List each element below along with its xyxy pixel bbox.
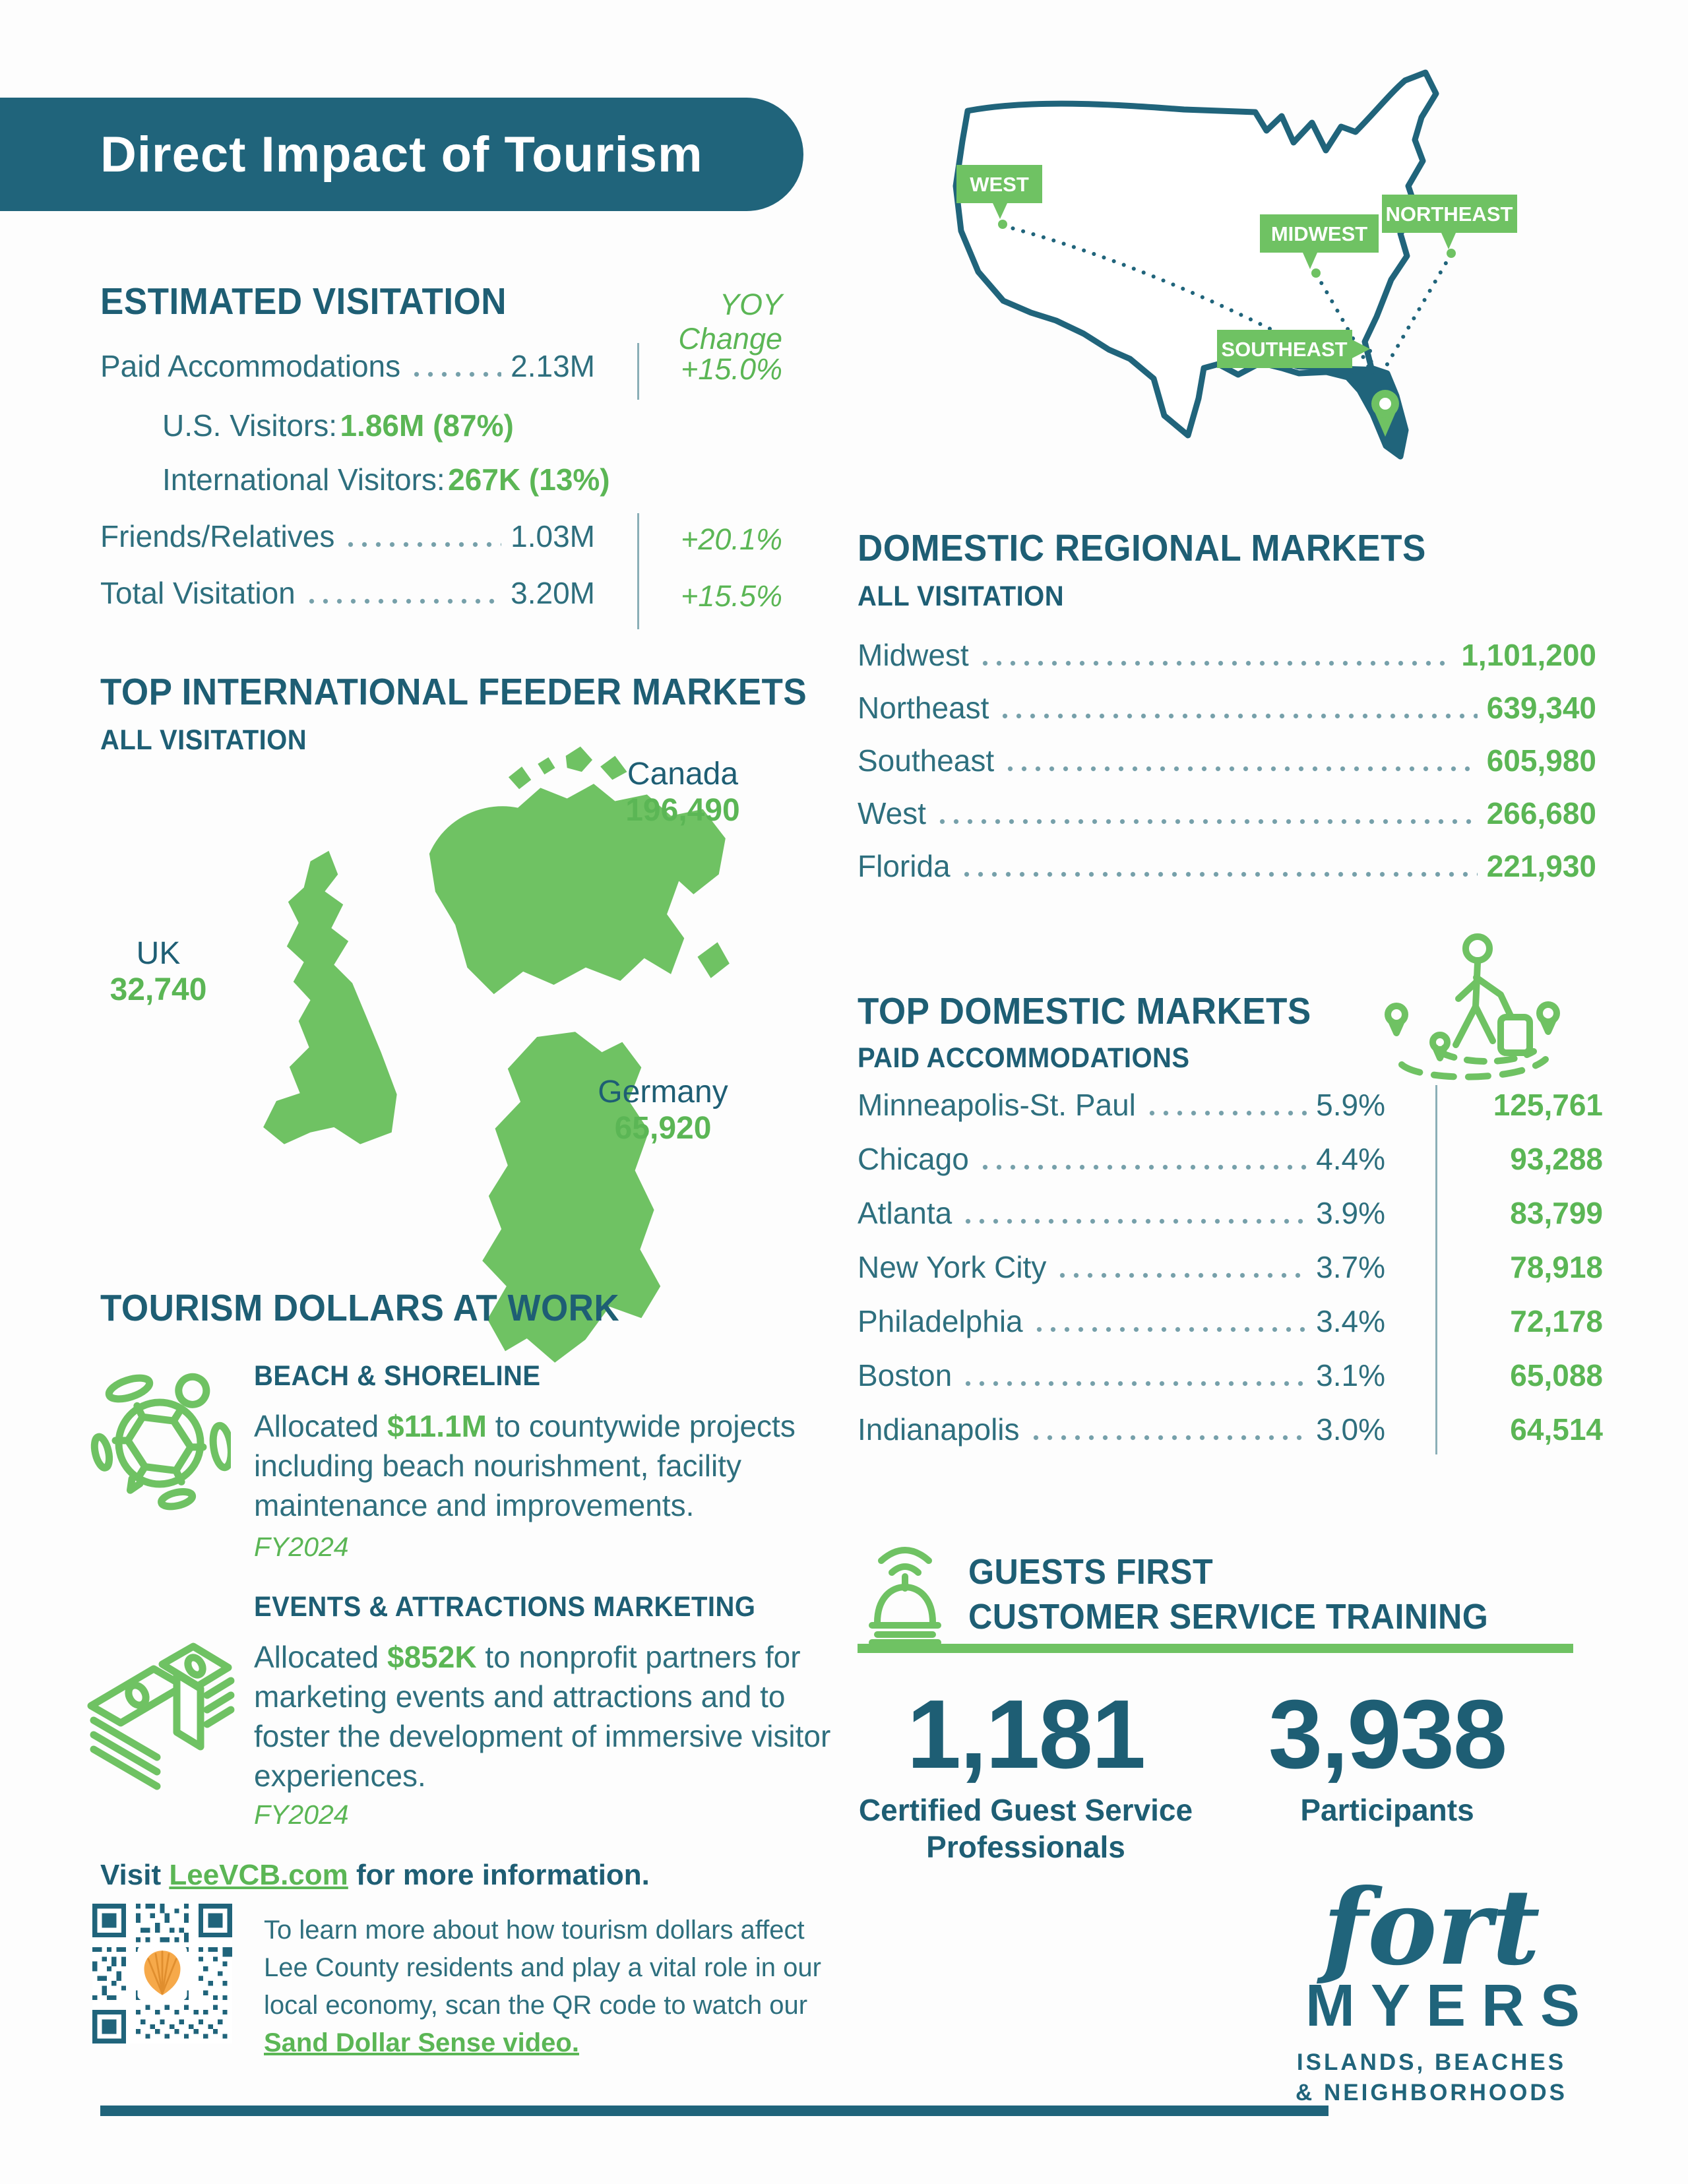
market-row (858, 1087, 1385, 1123)
yoy-change-label: YOY Change (678, 288, 782, 356)
row-label: New York City (858, 1250, 1047, 1284)
green-rule (858, 1644, 1573, 1653)
tourism-dollars-heading: TOURISM DOLLARS AT WORK (100, 1287, 620, 1329)
guests-first-subtitle: CUSTOMER SERVICE TRAINING (968, 1597, 1489, 1637)
service-bell-icon (858, 1536, 953, 1644)
row-label: Southeast (858, 743, 995, 778)
dot-leader (961, 1381, 1307, 1387)
row-label: Indianapolis (858, 1412, 1020, 1447)
visit-suffix: for more information. (348, 1859, 650, 1891)
breakdown-label: International Visitors: (162, 462, 445, 497)
fort-myers-logo (1290, 1867, 1596, 2106)
country-name: UK (136, 936, 181, 971)
row-value: 605,980 (1486, 743, 1596, 778)
row-label: Total Visitation (100, 576, 296, 610)
shell-icon (136, 1943, 189, 2003)
visitation-row (100, 348, 595, 384)
regional-row (858, 743, 1596, 778)
row-value: 1,101,200 (1461, 638, 1596, 672)
row-pct: 3.4% (1316, 1304, 1385, 1338)
us-regions-map (894, 53, 1517, 488)
dot-leader (1003, 766, 1478, 772)
dot-leader (960, 871, 1478, 877)
country-callout-uk (73, 935, 244, 1008)
row-label: Midwest (858, 638, 969, 672)
row-value: 1.03M (511, 519, 595, 553)
row-count: 65,088 (1510, 1358, 1603, 1392)
country-value: 196,490 (625, 793, 740, 828)
sea-turtle-icon (89, 1357, 231, 1522)
row-label: Paid Accommodations (100, 349, 401, 383)
allocated-amount: $852K (387, 1640, 477, 1674)
row-label: Northeast (858, 691, 989, 725)
row-label: Minneapolis-St. Paul (858, 1088, 1136, 1122)
row-value: 221,930 (1486, 849, 1596, 883)
breakdown-value: 267K (13%) (448, 462, 610, 497)
allocated-amount: $11.1M (387, 1409, 487, 1443)
row-count: 125,761 (1493, 1088, 1603, 1122)
money-stack-icon (78, 1635, 236, 1806)
fiscal-year-note: FY2024 (254, 1532, 349, 1562)
market-row (858, 1357, 1385, 1393)
logo-word: MYERS (1305, 1973, 1596, 2040)
row-label: Boston (858, 1358, 953, 1392)
row-value: 3.20M (511, 576, 595, 610)
text-rest: to countywide projects including beach nourishment, facility maintenance and improvements. (254, 1409, 796, 1522)
visitation-breakdown-row (162, 408, 514, 443)
row-yoy: +15.0% (681, 352, 782, 386)
regional-row (858, 690, 1596, 726)
dot-leader (1055, 1272, 1307, 1278)
dot-leader (1145, 1110, 1307, 1116)
logo-tagline-2: & NEIGHBORHOODS (1296, 2080, 1567, 2106)
text-lead: Allocated (254, 1640, 388, 1674)
footer-rule (100, 2106, 1329, 2116)
logo-script-word: fort (1323, 1867, 1540, 1989)
beach-shoreline-text (254, 1406, 821, 1525)
row-value: 2.13M (511, 349, 595, 383)
row-pct: 3.7% (1316, 1250, 1385, 1284)
logo-tagline-1: ISLANDS, BEACHES (1296, 2049, 1567, 2076)
qr-caption-text: To learn more about how tourism dollars affect Lee County residents and play a vital role in our local economy, scan the QR code to watch our (264, 1916, 821, 2020)
row-yoy: +20.1% (681, 522, 782, 556)
svg-text:SOUTHEAST: SOUTHEAST (1221, 338, 1348, 361)
row-pct: 5.9% (1316, 1088, 1385, 1122)
row-pct: 3.0% (1316, 1412, 1385, 1447)
top-domestic-heading: TOP DOMESTIC MARKETS (858, 990, 1311, 1032)
certified-count: 1,181 (906, 1680, 1145, 1789)
international-heading: TOP INTERNATIONAL FEEDER MARKETS (100, 671, 807, 713)
top-domestic-subheading: PAID ACCOMMODATIONS (858, 1042, 1190, 1074)
regional-row (858, 637, 1596, 673)
market-row (858, 1195, 1385, 1231)
participants-label: Participants (1300, 1793, 1474, 1827)
svg-text:WEST: WEST (970, 173, 1029, 196)
row-count: 83,799 (1510, 1196, 1603, 1230)
dot-leader (978, 1164, 1307, 1170)
regional-row (858, 848, 1596, 884)
visit-prefix: Visit (100, 1859, 170, 1891)
visit-line (100, 1859, 650, 1892)
dot-leader (961, 1218, 1307, 1224)
market-row (858, 1303, 1385, 1339)
dot-leader (935, 819, 1478, 825)
country-callout-germany (554, 1074, 772, 1146)
row-count: 64,514 (1510, 1412, 1603, 1447)
participants-count: 3,938 (1268, 1680, 1507, 1789)
dot-leader (1032, 1326, 1307, 1332)
dot-leader (1029, 1435, 1307, 1441)
beach-shoreline-title: BEACH & SHORELINE (254, 1360, 541, 1392)
certified-label: Certified Guest Service Professionals (858, 1793, 1193, 1864)
us-outline (956, 73, 1436, 456)
fiscal-year-note: FY2024 (254, 1799, 349, 1830)
dot-leader (410, 371, 501, 377)
leevcb-link[interactable]: LeeVCB.com (169, 1859, 348, 1891)
visitation-row (100, 518, 595, 554)
regional-row (858, 796, 1596, 831)
row-yoy: +15.5% (681, 579, 782, 613)
row-label: West (858, 796, 926, 830)
row-label: Florida (858, 849, 951, 883)
qr-caption (264, 1912, 851, 2062)
row-pct: 3.9% (1316, 1196, 1385, 1230)
column-divider (1435, 1085, 1437, 1454)
row-pct: 3.1% (1316, 1358, 1385, 1392)
dot-leader (978, 660, 1453, 666)
market-row (858, 1249, 1385, 1285)
row-label: Chicago (858, 1142, 969, 1176)
domestic-regional-subheading: ALL VISITATION (858, 580, 1065, 612)
country-value: 65,920 (614, 1111, 712, 1146)
row-value: 639,340 (1486, 691, 1596, 725)
country-name: Canada (627, 757, 739, 792)
visitation-breakdown-row (162, 462, 610, 497)
row-count: 93,288 (1510, 1142, 1603, 1176)
visitation-row (100, 575, 595, 611)
sand-dollar-sense-link[interactable]: Sand Dollar Sense video. (264, 2028, 579, 2057)
row-count: 78,918 (1510, 1250, 1603, 1284)
dot-leader (344, 542, 501, 547)
row-label: Friends/Relatives (100, 519, 335, 553)
row-pct: 4.4% (1316, 1142, 1385, 1176)
country-value: 32,740 (109, 972, 207, 1007)
market-row (858, 1141, 1385, 1177)
svg-text:MIDWEST: MIDWEST (1270, 222, 1368, 245)
events-marketing-text (254, 1637, 834, 1795)
events-marketing-title: EVENTS & ATTRACTIONS MARKETING (254, 1591, 756, 1623)
dot-leader (305, 598, 501, 604)
traveler-icon (1375, 929, 1573, 1084)
text-rest: to nonprofit partners for marketing events and attractions and to foster the development of immersive visitor experiences. (254, 1640, 831, 1793)
market-row (858, 1412, 1385, 1447)
breakdown-label: U.S. Visitors: (162, 408, 337, 443)
title-banner (0, 98, 803, 211)
country-name: Germany (598, 1075, 728, 1109)
region-label-southeast (1217, 330, 1370, 368)
dot-leader (998, 713, 1477, 719)
qr-code[interactable] (92, 1904, 232, 2044)
row-label: Atlanta (858, 1196, 953, 1230)
country-callout-canada (574, 756, 792, 828)
row-count: 72,178 (1510, 1304, 1603, 1338)
page-title: Direct Impact of Tourism (100, 126, 703, 183)
svg-text:NORTHEAST: NORTHEAST (1385, 203, 1513, 226)
estimated-visitation-heading: ESTIMATED VISITATION (100, 280, 507, 323)
uk-map-icon (198, 836, 439, 1203)
breakdown-value: 1.86M (87%) (340, 408, 514, 443)
row-value: 266,680 (1486, 796, 1596, 830)
domestic-regional-heading: DOMESTIC REGIONAL MARKETS (858, 527, 1426, 569)
row-label: Philadelphia (858, 1304, 1023, 1338)
text-lead: Allocated (254, 1409, 388, 1443)
guests-first-title: GUESTS FIRST (968, 1552, 1214, 1592)
international-subheading: ALL VISITATION (100, 724, 307, 756)
